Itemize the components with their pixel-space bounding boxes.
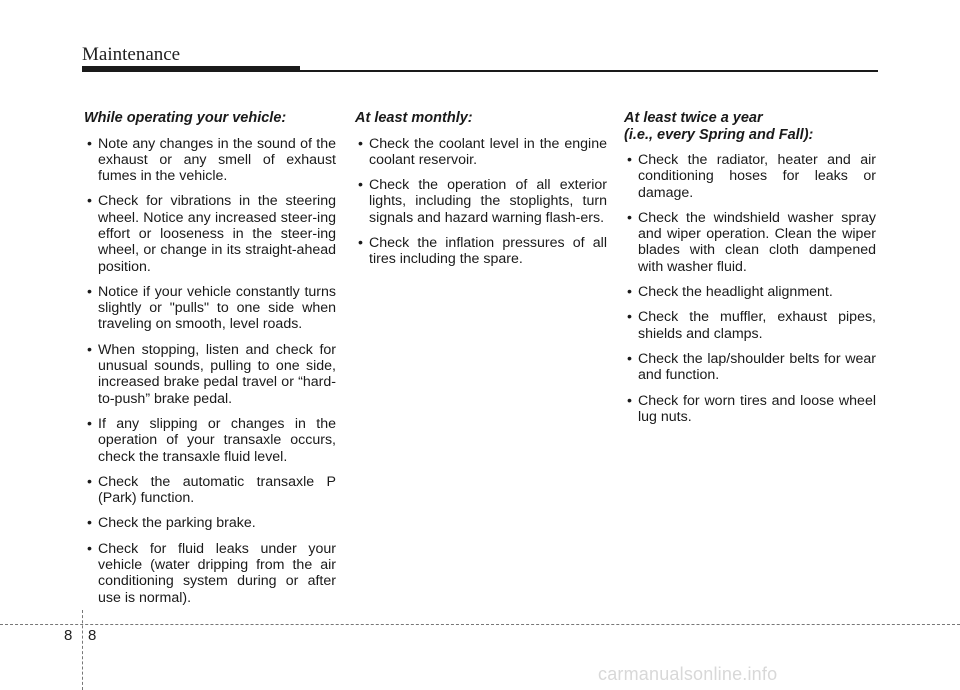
list-item: • Check the windshield washer spray and wiper operation. Clean the wiper blades with clean cloth dampened with washer fluid.	[624, 210, 876, 275]
list-item: • Check for vibrations in the steering wheel. Notice any increased steer-ing effort or looseness in the steer-ing wheel, or change in its straight-ahead position.	[84, 193, 336, 274]
column-twice-a-year	[624, 110, 876, 434]
heading-line: At least twice a year	[624, 110, 763, 126]
list-item: • Check the muffler, exhaust pipes, shields and clamps.	[624, 309, 876, 342]
page-header-title: Maintenance	[82, 44, 181, 65]
list-item: • Notice if your vehicle constantly turns slightly or "pulls" to one side when traveling on smooth, level roads.	[84, 284, 336, 333]
footer-vertical-divider	[82, 610, 83, 690]
footer-divider	[0, 624, 960, 625]
checklist	[84, 136, 336, 606]
list-item: • Check the automatic transaxle P (Park) function.	[84, 474, 336, 507]
heading-line: (i.e., every Spring and Fall):	[624, 126, 814, 143]
list-item: • Check the operation of all exterior lights, including the stoplights, turn signals and hazard warning flash-ers.	[355, 177, 607, 226]
column-heading	[355, 110, 607, 127]
list-item: • Check the coolant level in the engine coolant reservoir.	[355, 136, 607, 169]
column-while-operating	[84, 110, 336, 615]
column-monthly	[355, 110, 607, 277]
section-number: 8	[64, 627, 73, 644]
list-item: • If any slipping or changes in the operation of your transaxle occurs, check the transaxle fluid level.	[84, 416, 336, 465]
watermark: carmanualsonline.info	[598, 664, 778, 684]
heading-line: While operating your vehicle:	[84, 110, 287, 126]
list-item: • Check the lap/shoulder belts for wear and function.	[624, 351, 876, 384]
header-rule-thick	[82, 66, 300, 72]
list-item: • Check the inflation pressures of all tires including the spare.	[355, 235, 607, 268]
header-rule-thin	[300, 70, 878, 72]
list-item: • When stopping, listen and check for unusual sounds, pulling to one side, increased brake pedal travel or “hard-to-push” brake pedal.	[84, 342, 336, 407]
list-item: • Check the headlight alignment.	[624, 284, 876, 300]
list-item: • Note any changes in the sound of the exhaust or any smell of exhaust fumes in the vehicle.	[84, 136, 336, 185]
list-item: • Check the radiator, heater and air conditioning hoses for leaks or damage.	[624, 152, 876, 201]
column-heading	[84, 110, 336, 127]
page-number: 8	[88, 627, 97, 644]
heading-line: At least monthly:	[355, 110, 473, 126]
list-item: • Check for fluid leaks under your vehicle (water dripping from the air conditioning system during or after use is normal).	[84, 541, 336, 606]
checklist	[624, 152, 876, 425]
list-item: • Check for worn tires and loose wheel lug nuts.	[624, 393, 876, 426]
checklist	[355, 136, 607, 268]
column-heading	[624, 110, 876, 143]
list-item: • Check the parking brake.	[84, 515, 336, 531]
